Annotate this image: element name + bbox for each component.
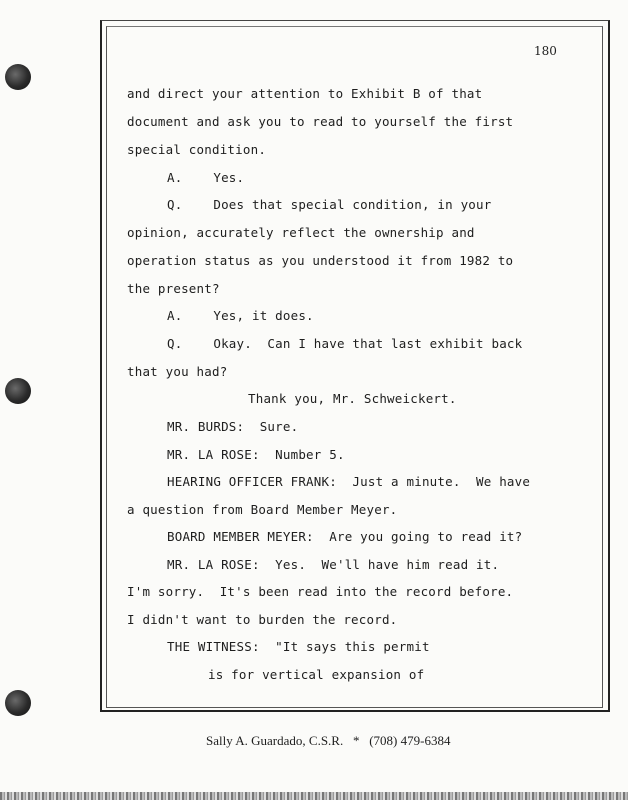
- transcript-line: and direct your attention to Exhibit B of that: [127, 86, 483, 101]
- transcript-line: MR. LA ROSE: Number 5.: [167, 447, 345, 462]
- transcript-line: opinion, accurately reflect the ownership and: [127, 225, 475, 240]
- transcript-line: BOARD MEMBER MEYER: Are you going to read it?: [167, 529, 523, 544]
- binder-hole-middle: [5, 378, 31, 404]
- binder-hole-top: [5, 64, 31, 90]
- transcript-line: MR. BURDS: Sure.: [167, 419, 299, 434]
- transcript-line: special condition.: [127, 142, 267, 157]
- transcript-line: I'm sorry. It's been read into the record before.: [127, 584, 514, 599]
- transcript-line: HEARING OFFICER FRANK: Just a minute. We have: [167, 474, 531, 489]
- transcript-line: Q. Okay. Can I have that last exhibit back: [167, 336, 523, 351]
- transcript-line: A. Yes.: [167, 170, 245, 185]
- binder-hole-bottom: [5, 690, 31, 716]
- page-number: 180: [534, 44, 557, 58]
- transcript-line: operation status as you understood it from 1982 to: [127, 253, 514, 268]
- transcript-line: Q. Does that special condition, in your: [167, 197, 492, 212]
- transcript-line: MR. LA ROSE: Yes. We'll have him read it.: [167, 557, 500, 572]
- transcript-line: that you had?: [127, 364, 228, 379]
- transcript-line: A. Yes, it does.: [167, 308, 314, 323]
- transcript-line: the present?: [127, 281, 220, 296]
- transcript-line: a question from Board Member Meyer.: [127, 502, 398, 517]
- reporter-footer: Sally A. Guardado, C.S.R. * (708) 479-6384: [206, 733, 451, 748]
- transcript-line: is for vertical expansion of: [208, 667, 425, 682]
- transcript-line: Thank you, Mr. Schweickert.: [248, 391, 457, 406]
- transcript-line: I didn't want to burden the record.: [127, 612, 398, 627]
- transcript-line: document and ask you to read to yourself the first: [127, 114, 514, 129]
- scan-edge: [0, 792, 628, 800]
- transcript-line: THE WITNESS: "It says this permit: [167, 639, 430, 654]
